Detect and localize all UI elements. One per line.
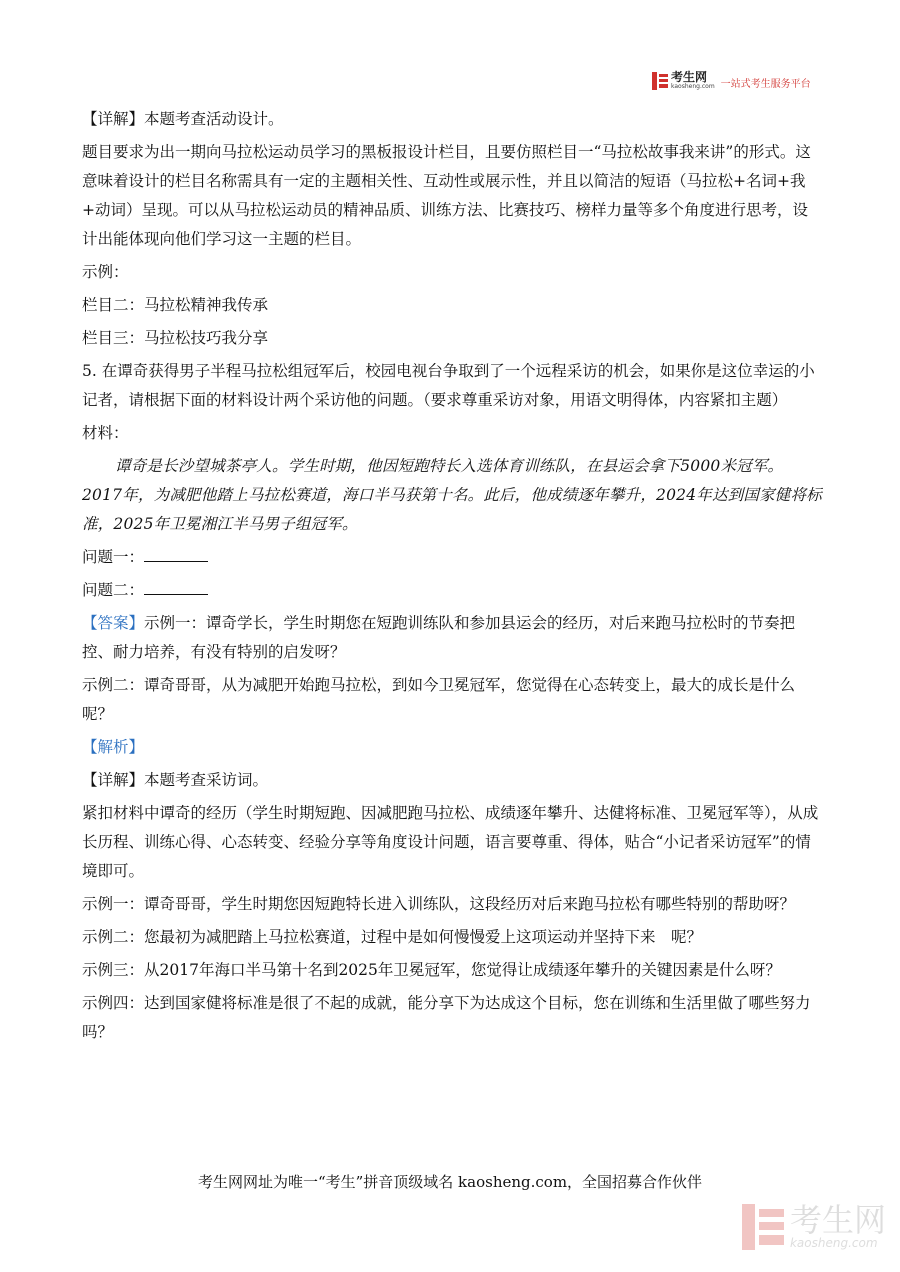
example-one: 示例一：谭奇哥哥，学生时期您因短跑特长进入训练队，这段经历对后来跑马拉松有哪些特别的帮助呀？ [82, 895, 796, 913]
logo-domain: kaosheng.com [671, 83, 715, 90]
example-four: 示例四：达到国家健将标准是很了不起的成就，能分享下为达成这个目标，您在训练和生活里做了哪些努力吗？ [82, 994, 811, 1041]
analysis-tag: 【解析】 [82, 738, 145, 756]
column-two: 栏目二：马拉松精神我传承 [82, 296, 269, 314]
example-label: 示例： [82, 263, 129, 281]
question-two-label: 问题二： [82, 581, 145, 599]
example-two: 示例二：您最初为减肥踏上马拉松赛道，过程中是如何慢慢爱上这项运动并坚持下来 呢？ [82, 928, 703, 946]
material-text: 谭奇是长沙望城茶亭人。学生时期，他因短跑特长入选体育训练队，在县运会拿下5000米冠军。2017年，为减肥他踏上马拉松赛道，海口半马获第十名。此后，他成绩逐年攀升，2024年达到国家健将标准，2025年卫冕湘江半马男子组冠军。 [82, 457, 822, 533]
watermark-logo-icon [742, 1204, 784, 1250]
detail-heading-2: 【详解】本题考查采访词。 [82, 771, 269, 789]
logo-name: 考生网 [671, 70, 708, 84]
material-label: 材料： [82, 424, 129, 442]
question-one-label: 问题一： [82, 548, 145, 566]
watermark-name: 考生网 [789, 1201, 886, 1239]
page-footer: 考生网网址为唯一“考生”拼音顶级域名 kaosheng.com，全国招募合作伙伴 [197, 1173, 703, 1191]
question-5: 5. 在谭奇获得男子半程马拉松组冠军后，校园电视台争取到了一个远程采访的机会，如果你是这位幸运的小记者，请根据下面的材料设计两个采访他的问题。（要求尊重采访对象，用语文明得体，内容紧扣主题） [82, 362, 815, 409]
logo-mark-icon [652, 72, 668, 90]
column-three: 栏目三：马拉松技巧我分享 [82, 329, 269, 347]
answer-one [82, 609, 822, 667]
question-one [82, 543, 822, 572]
document-body [82, 105, 822, 1047]
example-three: 示例三：从2017年海口半马第十名到2025年卫冕冠军，您觉得让成绩逐年攀升的关键因素是什么呀？ [82, 961, 781, 979]
answer-tag: 【答案】 [82, 614, 145, 632]
answer-two: 示例二：谭奇哥哥，从为减肥开始跑马拉松，到如今卫冕冠军，您觉得在心态转变上，最大的成长是什么呢？ [82, 676, 796, 723]
analysis-paragraph: 题目要求为出一期向马拉松运动员学习的黑板报设计栏目，且要仿照栏目一“马拉松故事我来讲”的形式。这意味着设计的栏目名称需具有一定的主题相关性、互动性或展示性，并且以简洁的短语（马拉松+名词+我+动词）呈现。可以从马拉松运动员的精神品质、训练方法、比赛技巧、榜样力量等多个角度进行思考，设计出能体现向他们学习这一主题的栏目。 [82, 143, 811, 248]
answer-blank [144, 547, 208, 562]
explain-paragraph: 紧扣材料中谭奇的经历（学生时期短跑、因减肥跑马拉松、成绩逐年攀升、达健将标准、卫冕冠军等），从成长历程、训练心得、心态转变、经验分享等角度设计问题，语言要尊重、得体，贴合“小记者采访冠军”的情境即可。 [82, 804, 819, 880]
answer-one-text: 示例一：谭奇学长，学生时期您在短跑训练队和参加县运会的经历，对后来跑马拉松时的节奏把控、耐力培养，有没有特别的启发呀？ [82, 614, 796, 661]
detail-heading: 【详解】本题考查活动设计。 [82, 110, 284, 128]
site-logo[interactable] [652, 71, 811, 90]
watermark-domain: kaosheng.com [789, 1236, 878, 1250]
watermark [742, 1201, 886, 1250]
logo-slogan: 一站式考生服务平台 [720, 78, 811, 90]
question-two [82, 576, 822, 605]
answer-blank [144, 580, 208, 595]
